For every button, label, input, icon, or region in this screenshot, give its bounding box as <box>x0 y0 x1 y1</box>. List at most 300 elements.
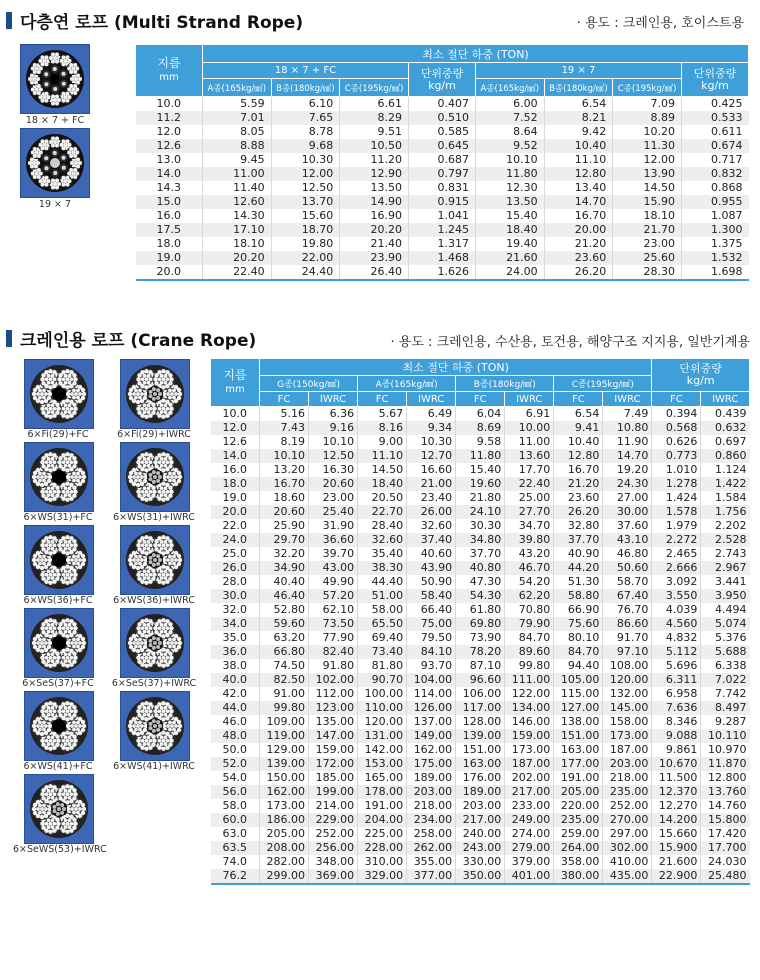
crane-rope-6xses37-iwrc-icon <box>120 608 190 678</box>
value-cell: 240.00 <box>456 827 505 841</box>
value-cell: 106.00 <box>456 687 505 701</box>
diameter-cell: 12.6 <box>136 139 203 153</box>
group-18x7-header: 18 × 7 + FC <box>203 63 409 79</box>
value-cell: 3.092 <box>652 575 701 589</box>
value-cell: 59.60 <box>260 617 309 631</box>
value-cell: 0.868 <box>682 181 749 195</box>
table-row <box>211 491 750 505</box>
value-cell: 70.80 <box>505 603 554 617</box>
value-cell: 139.00 <box>456 729 505 743</box>
value-cell: 75.60 <box>554 617 603 631</box>
value-cell: 128.00 <box>456 715 505 729</box>
crane-rope-table-body <box>211 407 750 885</box>
table-row <box>211 533 750 547</box>
section2-usage: · 용도 : 크레인용, 수산용, 토건용, 해양구조 지지용, 일반기계용 <box>390 335 750 350</box>
value-cell: 145.00 <box>603 701 652 715</box>
value-cell: 84.10 <box>407 645 456 659</box>
value-cell: 208.00 <box>260 841 309 855</box>
diameter-cell: 12.6 <box>222 435 247 448</box>
value-cell: 217.00 <box>456 813 505 827</box>
value-cell: 23.00 <box>613 237 682 251</box>
value-cell: 151.00 <box>456 743 505 757</box>
weight-header-1 <box>408 63 475 97</box>
value-cell: 20.20 <box>340 223 409 237</box>
value-cell: 2.666 <box>652 561 701 575</box>
weight-header-2-unit: kg/m <box>701 78 729 92</box>
value-cell: 0.687 <box>408 153 475 167</box>
value-cell: 10.40 <box>554 435 603 449</box>
value-cell: 7.65 <box>271 111 340 125</box>
value-cell: 0.831 <box>408 181 475 195</box>
value-cell: 218.00 <box>407 799 456 813</box>
value-cell: 7.01 <box>203 111 272 125</box>
value-cell: 131.00 <box>358 729 407 743</box>
value-cell: 8.21 <box>544 111 613 125</box>
value-cell: 23.60 <box>544 251 613 265</box>
value-cell: 203.00 <box>603 757 652 771</box>
value-cell: 262.00 <box>407 841 456 855</box>
grade-b-header-1: B종(180kg/㎟) <box>271 79 340 97</box>
value-cell: 12.90 <box>340 167 409 181</box>
diameter-cell: 54.0 <box>222 771 247 784</box>
grade-c-header-2: C종(195kg/㎟) <box>613 79 682 97</box>
table-row <box>211 631 750 645</box>
value-cell: 5.376 <box>701 631 750 645</box>
value-cell: 401.00 <box>505 869 554 884</box>
value-cell: 6.958 <box>652 687 701 701</box>
table-row <box>211 421 750 435</box>
value-cell: 63.20 <box>260 631 309 645</box>
value-cell: 149.00 <box>407 729 456 743</box>
table-row <box>211 589 750 603</box>
value-cell: 6.54 <box>554 407 603 422</box>
diameter-cell: 40.0 <box>211 673 260 687</box>
value-cell: 58.40 <box>407 589 456 603</box>
crane-grade-g-header: G종(150kg/㎟) <box>260 376 358 392</box>
value-cell: 380.00 <box>554 869 603 884</box>
table-row <box>211 477 750 491</box>
crane-diameter-header-label: 지름 <box>223 368 247 382</box>
crane-weight-header-unit: kg/m <box>686 374 715 387</box>
value-cell: 2.967 <box>701 561 750 575</box>
value-cell: 86.60 <box>603 617 652 631</box>
table-row <box>211 715 750 729</box>
value-cell: 62.10 <box>309 603 358 617</box>
value-cell: 119.00 <box>260 729 309 743</box>
value-cell: 30.30 <box>456 519 505 533</box>
value-cell: 11.10 <box>358 449 407 463</box>
value-cell: 264.00 <box>554 841 603 855</box>
value-cell: 23.00 <box>309 491 358 505</box>
value-cell: 90.70 <box>358 673 407 687</box>
value-cell: 8.16 <box>358 421 407 435</box>
value-cell: 132.00 <box>603 687 652 701</box>
multi-strand-rope-table <box>135 44 749 281</box>
value-cell: 0.773 <box>652 449 701 463</box>
value-cell: 54.20 <box>505 575 554 589</box>
value-cell: 6.04 <box>456 407 505 422</box>
diameter-cell: 76.2 <box>211 869 260 884</box>
value-cell: 14.90 <box>340 195 409 209</box>
value-cell: 109.00 <box>260 715 309 729</box>
value-cell: 89.60 <box>505 645 554 659</box>
value-cell: 379.00 <box>505 855 554 869</box>
diameter-cell: 11.2 <box>136 111 203 125</box>
value-cell: 6.49 <box>407 407 456 422</box>
value-cell: 175.00 <box>407 757 456 771</box>
value-cell: 37.60 <box>603 519 652 533</box>
value-cell: 310.00 <box>358 855 407 869</box>
value-cell: 11.10 <box>544 153 613 167</box>
value-cell: 225.00 <box>358 827 407 841</box>
value-cell: 0.797 <box>408 167 475 181</box>
value-cell: 9.58 <box>456 435 505 449</box>
value-cell: 21.70 <box>613 223 682 237</box>
value-cell: 249.00 <box>505 813 554 827</box>
value-cell: 104.00 <box>407 673 456 687</box>
value-cell: 18.40 <box>475 223 544 237</box>
diameter-cell: 44.0 <box>211 701 260 715</box>
value-cell: 8.05 <box>203 125 272 139</box>
value-cell: 26.40 <box>340 265 409 280</box>
value-cell: 78.20 <box>456 645 505 659</box>
diameter-cell: 25.0 <box>222 547 247 560</box>
value-cell: 11.30 <box>613 139 682 153</box>
value-cell: 46.70 <box>505 561 554 575</box>
value-cell: 10.670 <box>652 757 701 771</box>
value-cell: 259.00 <box>554 827 603 841</box>
crane-diameter-header <box>211 359 260 407</box>
crane-rope-6xws41-fc-icon <box>24 691 94 761</box>
value-cell: 10.00 <box>505 421 554 435</box>
value-cell: 5.16 <box>260 407 309 422</box>
section2-title <box>6 326 256 351</box>
value-cell: 10.970 <box>701 743 750 757</box>
value-cell: 176.00 <box>456 771 505 785</box>
value-cell: 14.70 <box>544 195 613 209</box>
value-cell: 12.270 <box>652 799 701 813</box>
crane-rope-6xws41-iwrc-icon <box>120 691 190 761</box>
value-cell: 114.00 <box>407 687 456 701</box>
value-cell: 21.00 <box>407 477 456 491</box>
rope-caption: 6×SeS(37)+FC <box>22 678 94 689</box>
value-cell: 4.039 <box>652 603 701 617</box>
table-row <box>211 435 750 449</box>
value-cell: 52.80 <box>260 603 309 617</box>
table-row <box>136 167 749 181</box>
value-cell: 4.494 <box>701 603 750 617</box>
value-cell: 1.300 <box>682 223 749 237</box>
value-cell: 18.10 <box>203 237 272 251</box>
value-cell: 62.20 <box>505 589 554 603</box>
diameter-cell: 14.0 <box>211 449 260 463</box>
value-cell: 11.90 <box>603 435 652 449</box>
section2-title-bar <box>6 330 12 347</box>
value-cell: 28.40 <box>358 519 407 533</box>
value-cell: 31.90 <box>309 519 358 533</box>
table-row <box>136 265 749 280</box>
table-row <box>211 575 750 589</box>
value-cell: 163.00 <box>554 743 603 757</box>
value-cell: 0.439 <box>701 407 750 422</box>
table-row <box>136 97 749 112</box>
value-cell: 37.40 <box>407 533 456 547</box>
value-cell: 0.407 <box>408 97 475 112</box>
value-cell: 16.70 <box>260 477 309 491</box>
value-cell: 4.560 <box>652 617 701 631</box>
table-row <box>211 785 750 799</box>
value-cell: 46.80 <box>603 547 652 561</box>
value-cell: 11.870 <box>701 757 750 771</box>
value-cell: 22.900 <box>652 869 701 884</box>
value-cell: 270.00 <box>603 813 652 827</box>
value-cell: 9.68 <box>271 139 340 153</box>
value-cell: 185.00 <box>309 771 358 785</box>
table-row <box>211 771 750 785</box>
value-cell: 51.00 <box>358 589 407 603</box>
value-cell: 8.19 <box>260 435 309 449</box>
value-cell: 6.36 <box>309 407 358 422</box>
crane-core-header-row <box>211 392 750 407</box>
value-cell: 73.50 <box>309 617 358 631</box>
value-cell: 24.030 <box>701 855 750 869</box>
value-cell: 256.00 <box>309 841 358 855</box>
value-cell: 11.80 <box>456 449 505 463</box>
table-row <box>211 729 750 743</box>
value-cell: 202.00 <box>505 771 554 785</box>
diameter-cell: 46.0 <box>222 715 247 728</box>
value-cell: 87.10 <box>456 659 505 673</box>
value-cell: 25.60 <box>613 251 682 265</box>
diameter-cell: 36.0 <box>211 645 260 659</box>
value-cell: 12.800 <box>701 771 750 785</box>
diameter-cell: 74.0 <box>222 855 247 868</box>
value-cell: 43.90 <box>407 561 456 575</box>
weight-header-2-label: 단위중량 <box>693 66 737 80</box>
value-cell: 187.00 <box>603 743 652 757</box>
value-cell: 2.743 <box>701 547 750 561</box>
diameter-header-unit: mm <box>159 72 179 83</box>
table-row <box>136 209 749 223</box>
diameter-cell: 19.0 <box>222 491 247 504</box>
value-cell: 8.29 <box>340 111 409 125</box>
value-cell: 17.700 <box>701 841 750 855</box>
value-cell: 0.860 <box>701 449 750 463</box>
value-cell: 163.00 <box>456 757 505 771</box>
grade-a-header-2: A종(165kg/㎟) <box>475 79 544 97</box>
value-cell: 122.00 <box>505 687 554 701</box>
value-cell: 228.00 <box>358 841 407 855</box>
value-cell: 23.60 <box>554 491 603 505</box>
value-cell: 1.979 <box>652 519 701 533</box>
value-cell: 7.43 <box>260 421 309 435</box>
value-cell: 0.394 <box>652 407 701 422</box>
weight-header-1-label: 단위중량 <box>420 66 464 80</box>
value-cell: 6.338 <box>701 659 750 673</box>
group-19x7-header: 19 × 7 <box>475 63 681 79</box>
value-cell: 4.832 <box>652 631 701 645</box>
table-row <box>136 181 749 195</box>
value-cell: 173.00 <box>505 743 554 757</box>
value-cell: 220.00 <box>554 799 603 813</box>
diameter-cell: 22.0 <box>222 519 247 532</box>
value-cell: 54.30 <box>456 589 505 603</box>
value-cell: 9.41 <box>554 421 603 435</box>
value-cell: 0.568 <box>652 421 701 435</box>
value-cell: 37.70 <box>554 533 603 547</box>
value-cell: 34.90 <box>260 561 309 575</box>
rope-caption: 6×WS(36)+IWRC <box>113 595 195 606</box>
crane-rope-6xfi29-iwrc-icon <box>120 359 190 429</box>
value-cell: 40.60 <box>407 547 456 561</box>
crane-rope-6xfi29-fc-icon <box>24 359 94 429</box>
crane-grade-a-header: A종(165kg/㎟) <box>358 376 456 392</box>
value-cell: 46.40 <box>260 589 309 603</box>
value-cell: 112.00 <box>309 687 358 701</box>
value-cell: 12.00 <box>613 153 682 167</box>
value-cell: 16.90 <box>340 209 409 223</box>
value-cell: 84.70 <box>505 631 554 645</box>
value-cell: 21.60 <box>475 251 544 265</box>
value-cell: 162.00 <box>260 785 309 799</box>
table-row <box>211 659 750 673</box>
value-cell: 82.50 <box>260 673 309 687</box>
table-row <box>136 237 749 251</box>
value-cell: 14.70 <box>603 449 652 463</box>
diameter-cell: 52.0 <box>211 757 260 771</box>
rope-caption: 6×Fi(29)+IWRC <box>117 429 191 440</box>
value-cell: 234.00 <box>407 813 456 827</box>
diameter-cell: 20.0 <box>211 505 260 519</box>
value-cell: 34.70 <box>505 519 554 533</box>
table-row <box>211 701 750 715</box>
value-cell: 0.632 <box>701 421 750 435</box>
value-cell: 14.200 <box>652 813 701 827</box>
value-cell: 258.00 <box>407 827 456 841</box>
diameter-cell: 16.0 <box>156 209 181 222</box>
value-cell: 21.20 <box>544 237 613 251</box>
value-cell: 93.70 <box>407 659 456 673</box>
value-cell: 0.697 <box>701 435 750 449</box>
iwrc-core-header: IWRC <box>407 392 456 407</box>
value-cell: 203.00 <box>407 785 456 799</box>
value-cell: 23.90 <box>340 251 409 265</box>
diameter-cell: 17.5 <box>136 223 203 237</box>
value-cell: 8.64 <box>475 125 544 139</box>
value-cell: 66.80 <box>260 645 309 659</box>
value-cell: 21.40 <box>340 237 409 251</box>
value-cell: 5.59 <box>203 97 272 112</box>
crane-rope-6xws36-iwrc-icon <box>120 525 190 595</box>
value-cell: 97.10 <box>603 645 652 659</box>
value-cell: 91.70 <box>603 631 652 645</box>
value-cell: 1.584 <box>701 491 750 505</box>
value-cell: 36.60 <box>309 533 358 547</box>
value-cell: 8.69 <box>456 421 505 435</box>
value-cell: 138.00 <box>554 715 603 729</box>
rope-caption: 6×WS(31)+FC <box>23 512 93 523</box>
value-cell: 3.950 <box>701 589 750 603</box>
value-cell: 80.10 <box>554 631 603 645</box>
crane-rope-6xws31-iwrc-icon <box>120 442 190 512</box>
value-cell: 11.00 <box>203 167 272 181</box>
value-cell: 139.00 <box>260 757 309 771</box>
value-cell: 172.00 <box>309 757 358 771</box>
value-cell: 13.760 <box>701 785 750 799</box>
value-cell: 6.311 <box>652 673 701 687</box>
value-cell: 6.00 <box>475 97 544 112</box>
value-cell: 350.00 <box>456 869 505 884</box>
value-cell: 32.60 <box>407 519 456 533</box>
breaking-load-header: 최소 절단 하중 (TON) <box>203 45 749 63</box>
value-cell: 14.50 <box>613 181 682 195</box>
table-row <box>211 841 750 855</box>
table-row <box>136 153 749 167</box>
value-cell: 2.202 <box>701 519 750 533</box>
table-row <box>211 603 750 617</box>
value-cell: 297.00 <box>603 827 652 841</box>
rope-caption: 6×Fi(29)+FC <box>27 429 89 440</box>
diameter-cell: 12.0 <box>211 421 260 435</box>
value-cell: 117.00 <box>456 701 505 715</box>
table-row <box>211 407 750 422</box>
rope-caption: 6×WS(31)+IWRC <box>113 512 195 523</box>
value-cell: 235.00 <box>554 813 603 827</box>
value-cell: 173.00 <box>603 729 652 743</box>
value-cell: 15.40 <box>475 209 544 223</box>
value-cell: 146.00 <box>505 715 554 729</box>
rope-caption: 18 × 7 + FC <box>25 115 85 126</box>
value-cell: 32.80 <box>554 519 603 533</box>
value-cell: 214.00 <box>309 799 358 813</box>
crane-weight-header-label: 단위중량 <box>679 362 722 375</box>
diameter-header-label: 지름 <box>157 56 181 70</box>
value-cell: 30.00 <box>603 505 652 519</box>
value-cell: 5.696 <box>652 659 701 673</box>
value-cell: 159.00 <box>505 729 554 743</box>
table-row <box>136 125 749 139</box>
crane-rope-table <box>210 358 750 885</box>
section2-title-text: 크레인용 로프 (Crane Rope) <box>20 331 257 351</box>
crane-diameter-header-unit: mm <box>225 384 245 395</box>
value-cell: 377.00 <box>407 869 456 884</box>
rope-caption: 6×WS(41)+IWRC <box>113 761 195 772</box>
value-cell: 302.00 <box>603 841 652 855</box>
value-cell: 435.00 <box>603 869 652 884</box>
value-cell: 9.861 <box>652 743 701 757</box>
value-cell: 81.80 <box>358 659 407 673</box>
fc-core-header: FC <box>358 392 407 407</box>
value-cell: 14.30 <box>203 209 272 223</box>
value-cell: 126.00 <box>407 701 456 715</box>
value-cell: 24.40 <box>271 265 340 280</box>
table-row <box>211 673 750 687</box>
value-cell: 21.600 <box>652 855 701 869</box>
value-cell: 21.20 <box>554 477 603 491</box>
value-cell: 330.00 <box>456 855 505 869</box>
value-cell: 1.626 <box>408 265 475 280</box>
diameter-cell: 48.0 <box>211 729 260 743</box>
value-cell: 25.480 <box>701 869 750 884</box>
multi-strand-rope-18x7-fc-icon <box>20 44 90 114</box>
value-cell: 9.088 <box>652 729 701 743</box>
diameter-cell: 30.0 <box>211 589 260 603</box>
value-cell: 10.10 <box>475 153 544 167</box>
rope-caption: 6×WS(41)+FC <box>23 761 93 772</box>
crane-rope-6xses37-fc-icon <box>24 608 94 678</box>
multi-strand-rope-19x7-icon <box>20 128 90 198</box>
table-row <box>211 687 750 701</box>
